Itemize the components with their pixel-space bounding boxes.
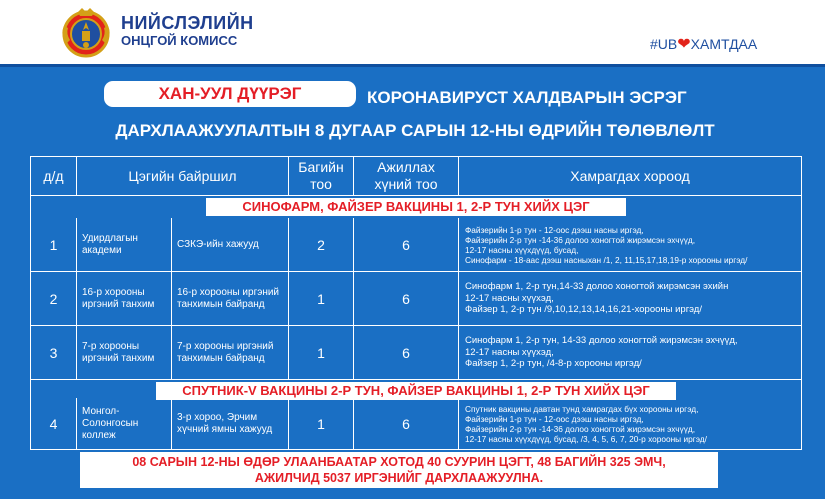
state-emblem-icon [58,4,114,60]
row-staff: 6 [354,326,459,379]
summary-banner [80,452,718,488]
row-staff: 6 [354,272,459,325]
row-staff: 6 [354,218,459,271]
section-label: СПУТНИК-V ВАКЦИНЫ 2-Р ТУН, ФАЙЗЕР ВАКЦИНЫ 1, 2-Р ТУН ХИЙХ ЦЭГ [156,382,676,400]
coverage-line: Файзер 1, 2-р тун /9,10,12,13,14,16,21-хорооны иргэд/ [465,304,702,316]
coverage-line: Синофарм - 18-аас дээш насныхан /1, 2, 11,15,17,18,19-р хорооны иргэд/ [465,254,748,265]
row-site-address: 3-р хороо, Эрчим хүчний ямны хажууд [172,398,289,449]
table-row [30,272,802,326]
row-staff: 6 [354,398,459,449]
coverage-line: Синофарм 1, 2-р тун, 14-33 долоо хоногтой жирэмсэн эхчүүд, [465,335,738,347]
row-no: 1 [31,218,77,271]
coverage-line: Файзерийн 2-р тун -14-36 долоо хоногтой жирэмсэн эхчүүд, [465,234,696,245]
coverage-line: Файзер 1, 2-р тун, /4-8-р хорооны иргэд/ [465,358,642,370]
coverage-line: Файзерийн 1-р тун - 12-оос дээш насны иргэд, [465,413,644,424]
row-teams: 1 [289,398,354,449]
summary-line2: АЖИЛЧИД 5037 ИРГЭНИЙГ ДАРХЛААЖУУЛНА. [254,471,544,485]
section-label: СИНОФАРМ, ФАЙЗЕР ВАКЦИНЫ 1, 2-Р ТУН ХИЙХ ЦЭГ [206,198,626,216]
summary-line1: 08 САРЫН 12-НЫ ӨДӨР УЛААНБААТАР ХОТОД 40 СУУРИН ЦЭГТ, 48 БАГИЙН 325 ЭМЧ, [132,455,666,469]
table-header-row [30,156,802,196]
row-site-name: 7-р хорооны иргэний танхим [77,326,172,379]
hashtag-suffix: ХАМТДАА [690,36,758,52]
row-teams: 1 [289,272,354,325]
table-row [30,326,802,380]
row-site-address: 16-р хорооны иргэний танхимын байранд [172,272,289,325]
coverage-line: 12-17 насны хүүхдүүд, бусад, /3, 4, 5, 6, 7, 20-р хорооны иргэд/ [465,433,707,444]
table-row [30,218,802,272]
coverage-line: 12-17 насны хүүхдүүд, бусад, [465,244,579,255]
header-teams-line2: тоо [310,176,332,192]
header-teams-line1: Багийн [298,159,344,175]
header-teams [289,157,354,195]
header-coverage: Хамрагдах хороод [570,167,690,184]
title-line1: КОРОНАВИРУСТ ХАЛДВАРЫН ЭСРЭГ [367,88,687,107]
district-badge: ХАН-УУЛ ДҮҮРЭГ [104,81,356,107]
table-row [30,398,802,450]
row-site-name: Удирдлагын академи [77,218,172,271]
coverage-line: Файзерийн 1-р тун - 12-оос дээш насны иргэд, [465,224,644,235]
coverage-line: Файзерийн 2-р тун -14-36 долоо хоногтой жирэмсэн эхчүүд, [465,423,696,434]
row-coverage [459,218,801,271]
row-no: 3 [31,326,77,379]
section-sinopharm-pfizer [30,196,802,218]
coverage-line: 12-17 насны хүүхэд, [465,346,554,358]
coverage-line: Синофарм 1, 2-р тун,14-33 долоо хоногтой жирэмсэн эхийн [465,281,729,293]
row-site-address: 7-р хорооны иргэний танхимын байранд [172,326,289,379]
header-no: д/д [31,157,77,195]
row-no: 2 [31,272,77,325]
campaign-hashtag [650,34,757,54]
row-no: 4 [31,398,77,449]
row-coverage [459,326,801,379]
row-site-address: СЗКЭ-ийн хажууд [172,218,289,271]
coverage-line: 12-17 насны хүүхэд, [465,292,554,304]
vaccination-schedule-table [30,156,802,450]
hashtag-prefix: #UB [650,36,678,52]
header-staff-line2: хүний тоо [374,176,438,192]
header-staff [354,157,459,195]
heart-icon: ❤ [677,36,691,53]
header-staff-line1: Ажиллах [377,159,435,175]
header-location: Цэгийн байршил [77,157,289,195]
row-coverage [459,398,801,449]
row-coverage [459,272,801,325]
coverage-line: Спутник вакцины давтан тунд хамрагдах бүх хорооны иргэд, [465,403,699,414]
top-bar [0,0,825,64]
row-teams: 1 [289,326,354,379]
row-teams: 2 [289,218,354,271]
row-site-name: Монгол-Солонгосын коллеж [77,398,172,449]
org-name-line1: НИЙСЛЭЛИЙН [121,13,254,33]
row-site-name: 16-р хорооны иргэний танхим [77,272,172,325]
org-name-line2: ОНЦГОЙ КОМИСС [121,33,238,48]
title-line2: ДАРХЛААЖУУЛАЛТЫН 8 ДУГААР САРЫН 12-НЫ ӨДРИЙН ТӨЛӨВЛӨЛТ [115,121,715,140]
